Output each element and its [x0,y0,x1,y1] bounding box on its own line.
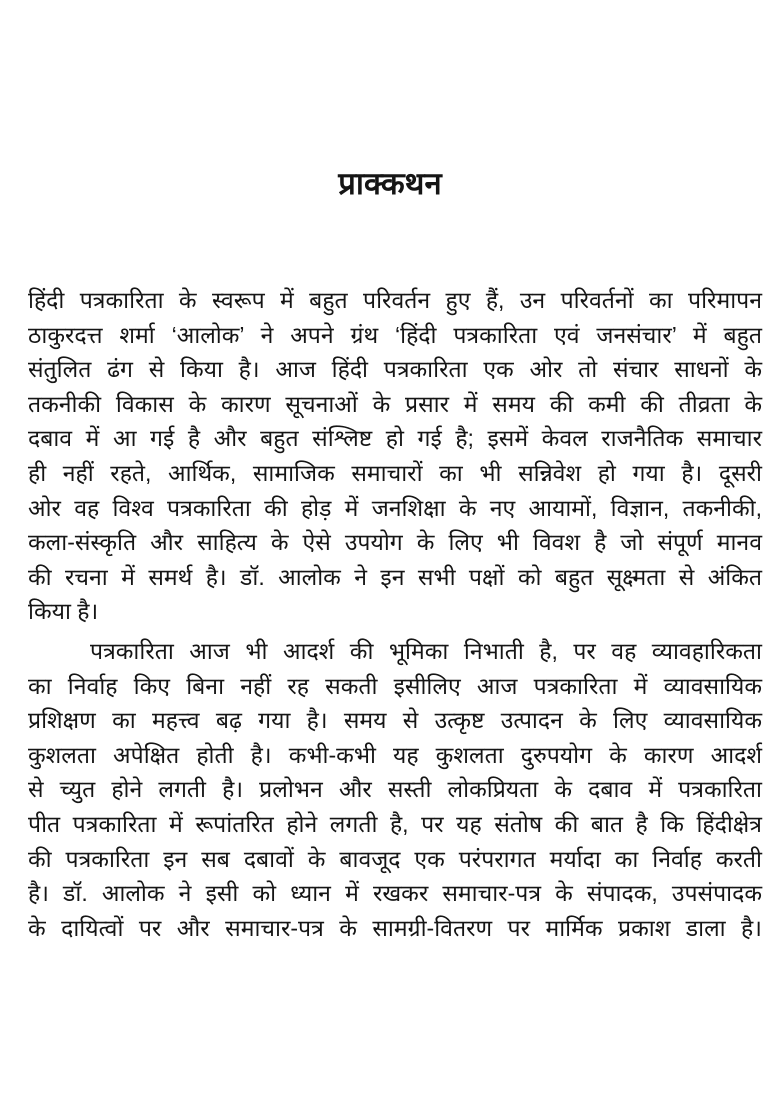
text-line: के दायित्वों पर और समाचार-पत्र के सामग्री-वितरण पर मार्मिक प्रकाश डाला है। [28,914,762,941]
text-line: दबाव में आ गई है और बहुत संश्लिष्ट हो गई है; इसमें केवल राजनैतिक समाचार [28,425,762,452]
text-line: हिंदी पत्रकारिता के स्वरूप में बहुत परिवर्तन हुए हैं, उन परिवर्तनों का परिमापन [28,287,762,313]
text-line: प्रशिक्षण का महत्त्व बढ़ गया है। समय से उत्कृष्ट उत्पादन के लिए व्यावसायिक [28,707,762,734]
text-line: का निर्वाह किए बिना नहीं रह सकती इसीलिए आज पत्रकारिता में व्यावसायिक [28,672,762,699]
text-line: किया है। [28,598,99,625]
foreword-body [28,283,762,945]
text-line: ठाकुरदत्त शर्मा ‘आलोक’ ने अपने ग्रंथ ‘हिंदी पत्रकारिता एवं जनसंचार’ में बहुत [28,321,762,348]
text-line: कला-संस्कृति और साहित्य के ऐसे उपयोग के लिए भी विवश है जो संपूर्ण मानव [28,529,762,556]
text-line: ओर वह विश्व पत्रकारिता की होड़ में जनशिक्षा के नए आयामों, विज्ञान, तकनीकी, [28,494,762,521]
paragraph-2 [28,634,762,945]
text-line: ही नहीं रहते, आर्थिक, सामाजिक समाचारों का भी सन्निवेश हो गया है। दूसरी [28,459,762,486]
text-line: से च्युत होने लगती है। प्रलोभन और सस्ती लोकप्रियता के दबाव में पत्रकारिता [28,776,762,803]
text-line: संतुलित ढंग से किया है। आज हिंदी पत्रकारिता एक ओर तो संचार साधनों के [28,356,762,383]
text-line: कुशलता अपेक्षित होती है। कभी-कभी यह कुशलता दुरुपयोग के कारण आदर्श [28,741,762,768]
page-title: प्राक्कथन [338,166,442,201]
paragraph-1 [28,283,762,629]
text-line: तकनीकी विकास के कारण सूचनाओं के प्रसार में समय की कमी की तीव्रता के [28,390,762,417]
text-line: की पत्रकारिता इन सब दबावों के बावजूद एक परंपरागत मर्यादा का निर्वाह करती [28,845,762,872]
text-line: पीत पत्रकारिता में रूपांतरित होने लगती है, पर यह संतोष की बात है कि हिंदीक्षेत्र [28,810,762,837]
text-line: है। डॉ. आलोक ने इसी को ध्यान में रखकर समाचार-पत्र के संपादक, उपसंपादक [28,880,762,907]
text-line: की रचना में समर्थ है। डॉ. आलोक ने इन सभी पक्षों को बहुत सूक्ष्मता से अंकित [28,563,762,590]
text-line: पत्रकारिता आज भी आदर्श की भूमिका निभाती है, पर वह व्यावहारिकता [90,637,762,664]
